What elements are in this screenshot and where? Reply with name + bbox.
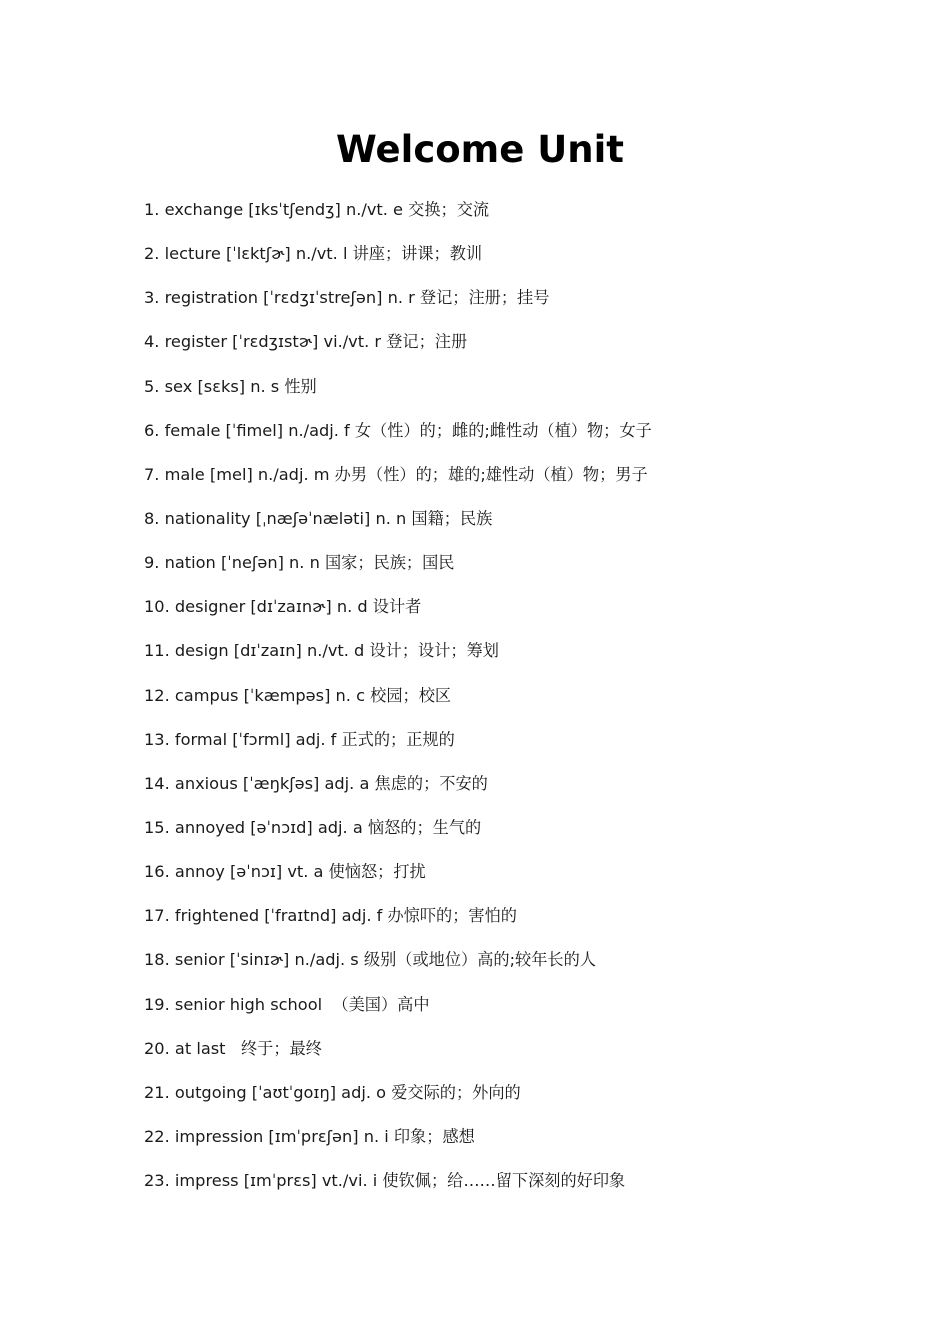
entry-text: exchange [ɪksˈtʃendʒ] n./vt. e 交换；交流 xyxy=(164,200,490,219)
entry-number: 17. xyxy=(144,906,170,926)
entry-text: design [dɪˈzaɪn] n./vt. d 设计；设计；筹划 xyxy=(174,641,499,661)
entry-text: designer [dɪˈzaɪnɚ] n. d 设计者 xyxy=(174,597,422,617)
entry-text: at last 终于；最终 xyxy=(174,1038,322,1058)
vocabulary-entry xyxy=(144,374,652,418)
entry-text: nation [ˈneʃən] n. n 国家；民族；国民 xyxy=(164,553,455,573)
vocabulary-entry xyxy=(144,727,652,771)
vocabulary-entry xyxy=(144,683,652,727)
entry-text: anxious [ˈæŋkʃəs] adj. a 焦虑的；不安的 xyxy=(174,773,488,793)
entry-text: impress [ɪmˈprɛs] vt./vi. i 使钦佩；给……留下深刻的好印象 xyxy=(174,1171,626,1191)
vocabulary-entry xyxy=(144,241,652,285)
entry-text: senior [ˈsinɪɚ] n./adj. s 级别（或地位）高的;较年长的人 xyxy=(174,950,596,970)
entry-text: lecture [ˈlɛktʃɚ] n./vt. l 讲座；讲课；教训 xyxy=(164,244,483,264)
vocabulary-entry xyxy=(144,197,652,241)
entry-number: 4. xyxy=(144,332,160,352)
entry-text: nationality [ˌnæʃəˈnæləti] n. n 国籍；民族 xyxy=(164,508,493,528)
vocabulary-entry xyxy=(144,329,652,373)
entry-number: 22. xyxy=(144,1126,170,1146)
vocabulary-entry xyxy=(144,594,652,638)
entry-number: 6. xyxy=(144,420,160,440)
vocabulary-entry xyxy=(144,506,652,550)
vocabulary-entry xyxy=(144,1124,652,1168)
entry-text: female [ˈfimel] n./adj. f 女（性）的；雌的;雌性动（植）物；女子 xyxy=(164,420,652,440)
entry-number: 7. xyxy=(144,464,160,484)
entry-number: 3. xyxy=(144,288,160,308)
entry-text: annoy [əˈnɔɪ] vt. a 使恼怒；打扰 xyxy=(174,862,426,882)
vocabulary-entry xyxy=(144,418,652,462)
entry-number: 13. xyxy=(144,729,170,749)
entry-number: 15. xyxy=(144,817,170,837)
vocabulary-entry xyxy=(144,285,652,329)
entry-number: 21. xyxy=(144,1082,170,1102)
vocabulary-entry xyxy=(144,859,652,903)
entry-text: male [mel] n./adj. m 办男（性）的；雄的;雄性动（植）物；男子 xyxy=(164,464,648,484)
vocabulary-entry xyxy=(144,1168,652,1212)
vocabulary-entry xyxy=(144,1036,652,1080)
entry-text: formal [ˈfɔrml] adj. f 正式的；正规的 xyxy=(174,729,455,749)
vocabulary-entry xyxy=(144,771,652,815)
entry-text: outgoing [ˈaʊtˈgoɪŋ] adj. o 爱交际的；外向的 xyxy=(174,1082,521,1102)
entry-number: 19. xyxy=(144,994,170,1014)
vocabulary-entry xyxy=(144,992,652,1036)
entry-number: 5. xyxy=(144,376,160,396)
entry-text: frightened [ˈfraɪtnd] adj. f 办惊吓的；害怕的 xyxy=(174,906,517,926)
entry-number: 1. xyxy=(144,200,160,219)
entry-number: 23. xyxy=(144,1171,170,1191)
entry-number: 14. xyxy=(144,773,170,793)
entry-number: 10. xyxy=(144,597,170,617)
vocabulary-entry xyxy=(144,550,652,594)
entry-number: 16. xyxy=(144,862,170,882)
entry-text: registration [ˈrɛdʒɪˈstreʃən] n. r 登记；注册；挂号 xyxy=(164,288,550,308)
entry-text: impression [ɪmˈprɛʃən] n. i 印象；感想 xyxy=(174,1126,475,1146)
entry-text: sex [sɛks] n. s 性别 xyxy=(164,376,317,396)
vocabulary-entry xyxy=(144,462,652,506)
entry-number: 8. xyxy=(144,508,160,528)
entry-text: senior high school （美国）高中 xyxy=(174,994,430,1014)
entry-text: annoyed [əˈnɔɪd] adj. a 恼怒的；生气的 xyxy=(174,817,482,837)
entry-text: register [ˈrɛdʒɪstɚ] vi./vt. r 登记；注册 xyxy=(164,332,468,352)
entry-number: 18. xyxy=(144,950,170,970)
vocabulary-entry xyxy=(144,1080,652,1124)
entry-number: 11. xyxy=(144,641,170,661)
entry-text: campus [ˈkæmpəs] n. c 校园；校区 xyxy=(174,685,452,705)
vocabulary-entry xyxy=(144,638,652,682)
vocabulary-entry xyxy=(144,947,652,991)
entry-number: 20. xyxy=(144,1038,170,1058)
vocabulary-entry xyxy=(144,815,652,859)
page-title: Welcome Unit xyxy=(336,128,624,171)
entry-number: 12. xyxy=(144,685,170,705)
entry-number: 9. xyxy=(144,553,160,573)
vocabulary-entry xyxy=(144,903,652,947)
vocabulary-list xyxy=(144,197,652,1212)
entry-number: 2. xyxy=(144,244,160,264)
